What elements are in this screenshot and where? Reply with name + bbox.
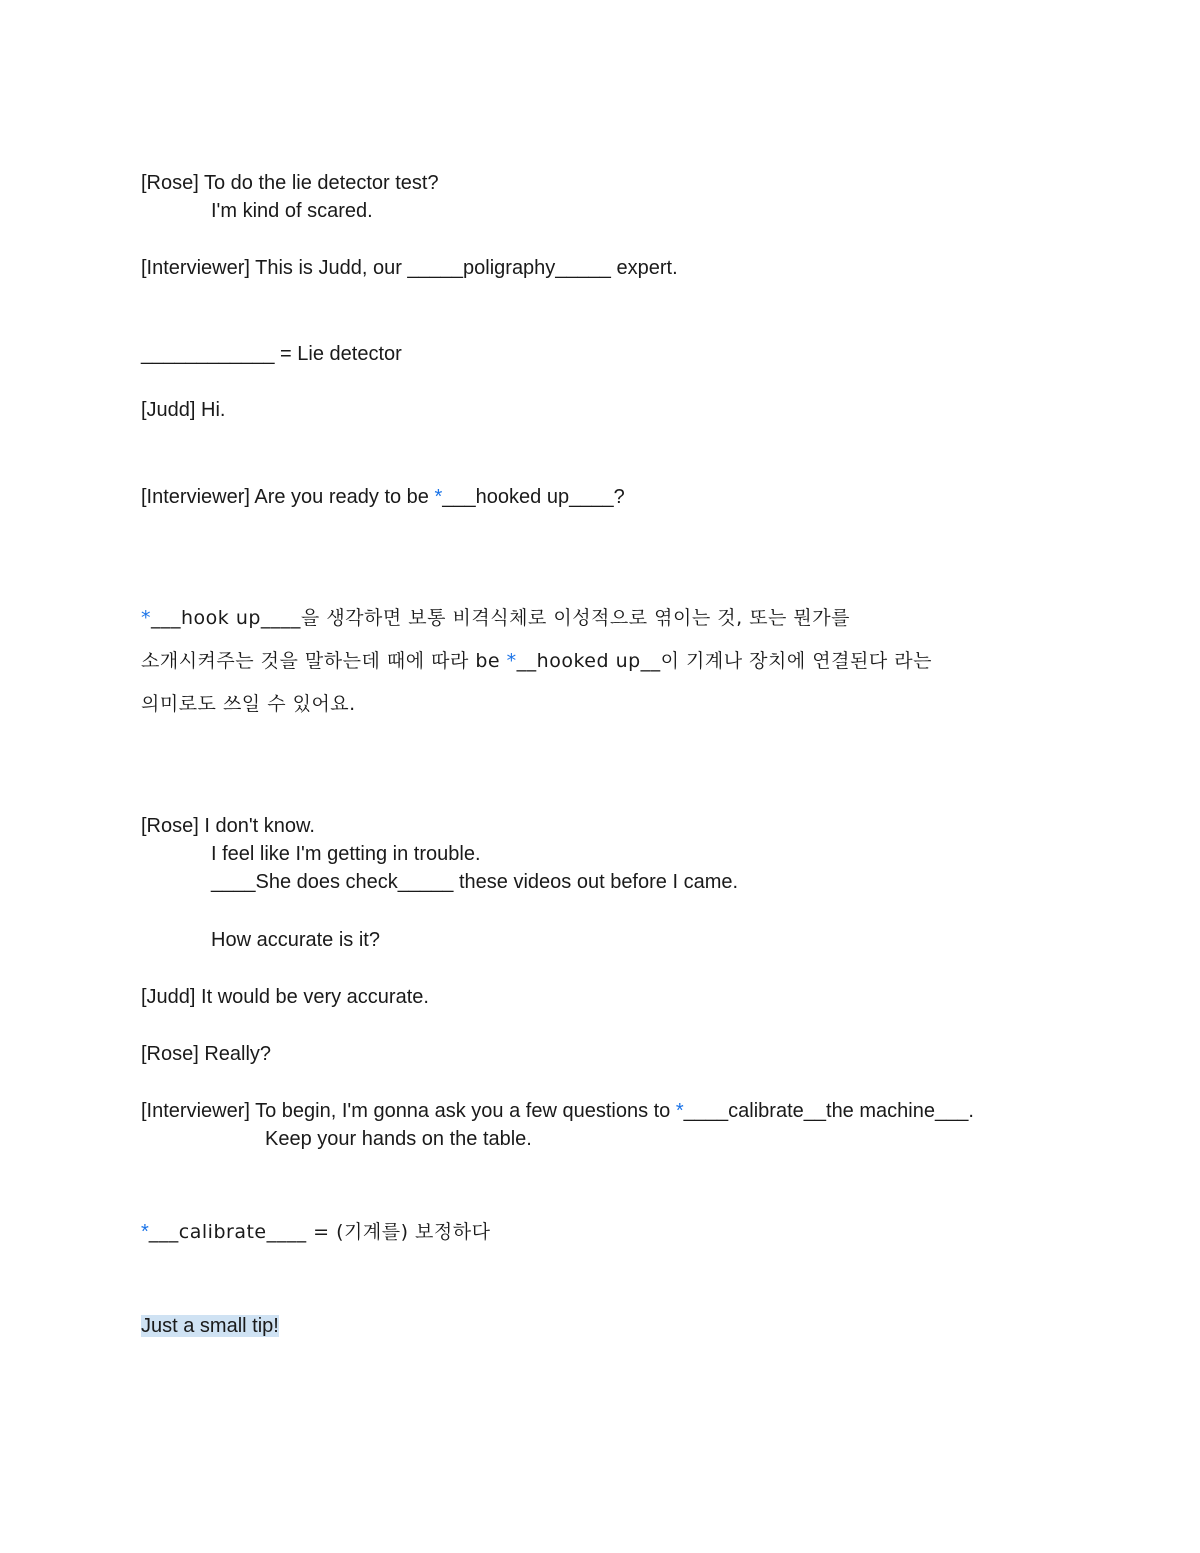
interviewer-line-2-blank: ___hooked up____? [442,486,625,508]
rose-line-2: I'm kind of scared. [211,200,373,222]
rose-line-7: [Rose] Really? [141,1043,272,1065]
interviewer-line-1: [Interviewer] This is Judd, our _____poligraphy_____ expert. [141,257,678,279]
interviewer-line-3 [141,1098,974,1124]
asterisk-marker: * [141,607,151,629]
asterisk-marker: * [506,650,517,672]
calibrate-definition [141,1219,490,1245]
asterisk-marker: * [141,1221,149,1243]
rose-line-6: How accurate is it? [211,929,380,951]
korean-note-line-2 [141,648,932,674]
judd-line-2: [Judd] It would be very accurate. [141,986,429,1008]
lie-detector-definition: ____________ = Lie detector [141,343,402,365]
korean-note-line-2-text-b: __hooked up__이 기계나 장치에 연결된다 라는 [516,650,932,672]
rose-line-5: ____She does check_____ these videos out before I came. [211,871,739,893]
judd-line-1: [Judd] Hi. [141,399,226,421]
asterisk-marker: * [434,486,443,508]
rose-line-3: [Rose] I don't know. [141,815,315,837]
interviewer-line-2 [141,484,625,510]
korean-note-line-1-text: ___hook up____을 생각하면 보통 비격식체로 이성적으로 엮이는 것, 또는 뭔가를 [151,607,850,629]
interviewer-line-3-text: [Interviewer] To begin, I'm gonna ask you a few questions to [141,1100,676,1122]
rose-line-4: I feel like I'm getting in trouble. [211,843,481,865]
korean-note-line-1 [141,605,850,631]
rose-line-1: [Rose] To do the lie detector test? [141,172,439,194]
interviewer-line-2-text: [Interviewer] Are you ready to be [141,486,435,508]
interviewer-line-4: Keep your hands on the table. [265,1128,532,1150]
interviewer-line-3-blank: ____calibrate__the machine___. [683,1100,974,1122]
korean-note-line-2-text-a: 소개시켜주는 것을 말하는데 때에 따라 be [141,650,507,672]
asterisk-marker: * [675,1100,684,1122]
korean-note-line-3: 의미로도 쓰일 수 있어요. [141,693,356,715]
small-tip [141,1313,279,1339]
small-tip-highlight: Just a small tip! [141,1315,279,1337]
calibrate-definition-text: ___calibrate____ = (기계를) 보정하다 [148,1221,491,1243]
